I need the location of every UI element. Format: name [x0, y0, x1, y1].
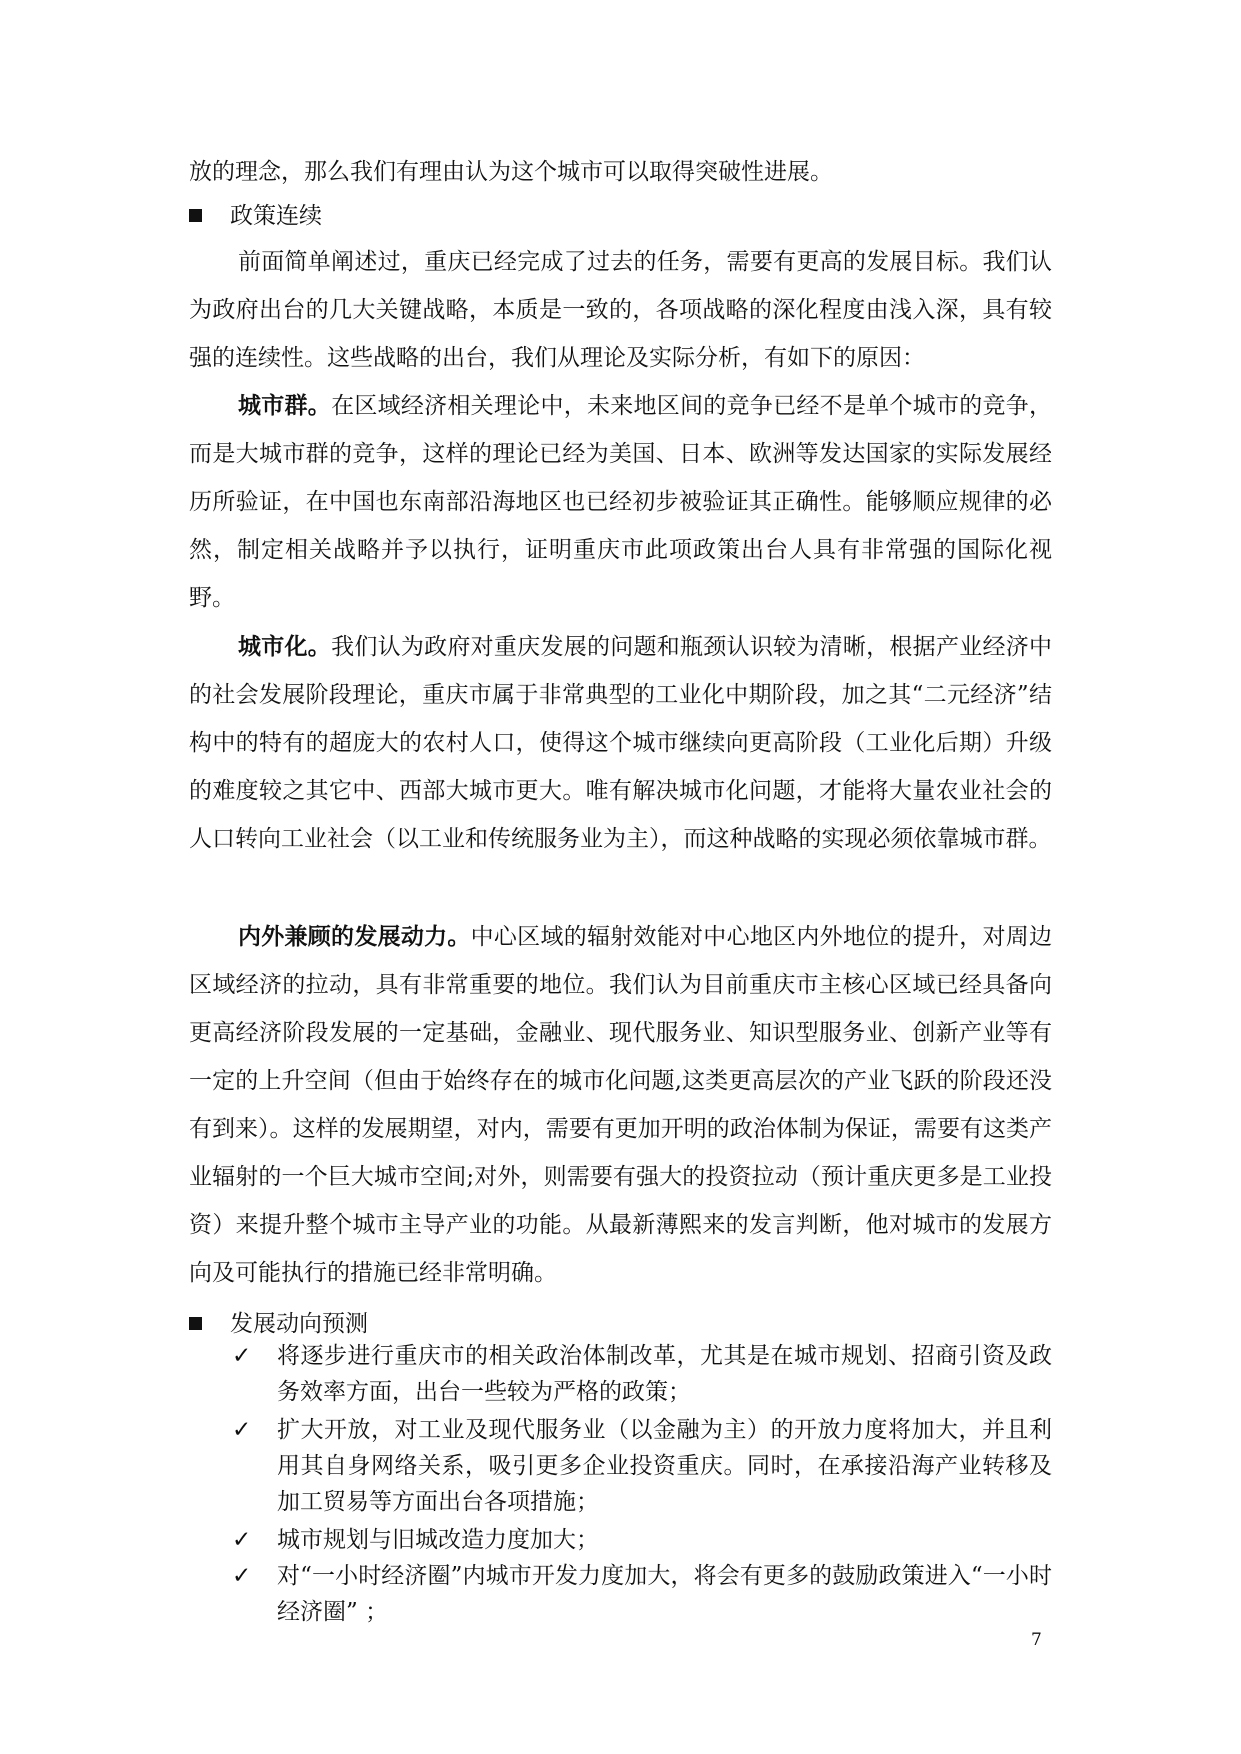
checkmark-icon: ✓	[232, 1563, 252, 1589]
paragraph-continuation: 放的理念，那么我们有理由认为这个城市可以取得突破性进展。	[189, 159, 833, 185]
paragraph-body-development-drivers: 中心区域的辐射效能对中心地区内外地位的提升，对周边区域经济的拉动，具有非常重要的地位。我们认为目前重庆市主核心区域已经具备向更高经济阶段发展的一定基础，金融业、现代服务业、知识型服务业、创新产业等有一定的上升空间（但由于始终存在的城市化问题,这类更高层次的产业飞跃的阶段还没有到来）。这样的发展期望，对内，需要有更加开明的政治体制为保证，需要有这类产业辐射的一个巨大城市空间;对外，则需要有强大的投资拉动（预计重庆更多是工业投资）来提升整个城市主导产业的功能。从最新薄熙来的发言判断，他对城市的发展方向及可能执行的措施已经非常明确。	[189, 924, 1053, 1286]
section-heading-policy-label: 政策连续	[230, 203, 322, 229]
paragraph-development-drivers	[189, 913, 1052, 1297]
forecast-list-item	[232, 1412, 1052, 1520]
forecast-item-text: 将逐步进行重庆市的相关政治体制改革，尤其是在城市规划、招商引资及政务效率方面，出台一些较为严格的政策；	[277, 1343, 1052, 1405]
paragraph-body-urbanization: 我们认为政府对重庆发展的问题和瓶颈认识较为清晰，根据产业经济中的社会发展阶段理论，重庆市属于非常典型的工业化中期阶段，加之其“二元经济”结构中的特有的超庞大的农村人口，使得这个城市继续向更高阶段（工业化后期）升级的难度较之其它中、西部大城市更大。唯有解决城市化问题，才能将大量农业社会的人口转向工业社会（以工业和传统服务业为主），而这种战略的实现必须依靠城市群。	[189, 634, 1053, 852]
checkmark-icon: ✓	[232, 1343, 252, 1369]
paragraph-policy-intro: 前面简单阐述过，重庆已经完成了过去的任务，需要有更高的发展目标。我们认为政府出台的几大关键战略，本质是一致的，各项战略的深化程度由浅入深，具有较强的连续性。这些战略的出台，我们从理论及实际分析，有如下的原因：	[189, 249, 1052, 371]
paragraph-city-cluster	[189, 382, 1052, 622]
forecast-list-item	[232, 1522, 1052, 1558]
checkmark-icon: ✓	[232, 1417, 252, 1443]
square-bullet-icon	[189, 209, 202, 222]
forecast-item-text: 城市规划与旧城改造力度加大；	[277, 1527, 599, 1553]
forecast-item-text: 对“一小时经济圈”内城市开发力度加大，将会有更多的鼓励政策进入“一小时经济圈” ；	[277, 1563, 1052, 1625]
paragraph-lead-city-cluster: 城市群。	[238, 392, 332, 419]
paragraph-lead-urbanization: 城市化。	[238, 633, 332, 660]
section-heading-policy	[189, 196, 322, 236]
paragraph-lead-development-drivers: 内外兼顾的发展动力。	[238, 923, 471, 950]
paragraph-urbanization	[189, 623, 1052, 863]
paragraph-body-city-cluster: 在区域经济相关理论中，未来地区间的竞争已经不是单个城市的竞争，而是大城市群的竞争，这样的理论已经为美国、日本、欧洲等发达国家的实际发展经历所验证，在中国也东南部沿海地区也已经初步被验证其正确性。能够顺应规律的必然，制定相关战略并予以执行，证明重庆市此项政策出台人具有非常强的国际化视野。	[189, 393, 1053, 611]
section-heading-forecast-label: 发展动向预测	[230, 1311, 368, 1337]
checkmark-icon: ✓	[232, 1527, 252, 1553]
forecast-list-item	[232, 1558, 1052, 1630]
forecast-item-text: 扩大开放，对工业及现代服务业（以金融为主）的开放力度将加大，并且利用其自身网络关系，吸引更多企业投资重庆。同时，在承接沿海产业转移及加工贸易等方面出台各项措施；	[277, 1417, 1052, 1515]
forecast-list-item	[232, 1338, 1052, 1410]
square-bullet-icon	[189, 1317, 202, 1330]
page-number: 7	[1031, 1630, 1042, 1650]
